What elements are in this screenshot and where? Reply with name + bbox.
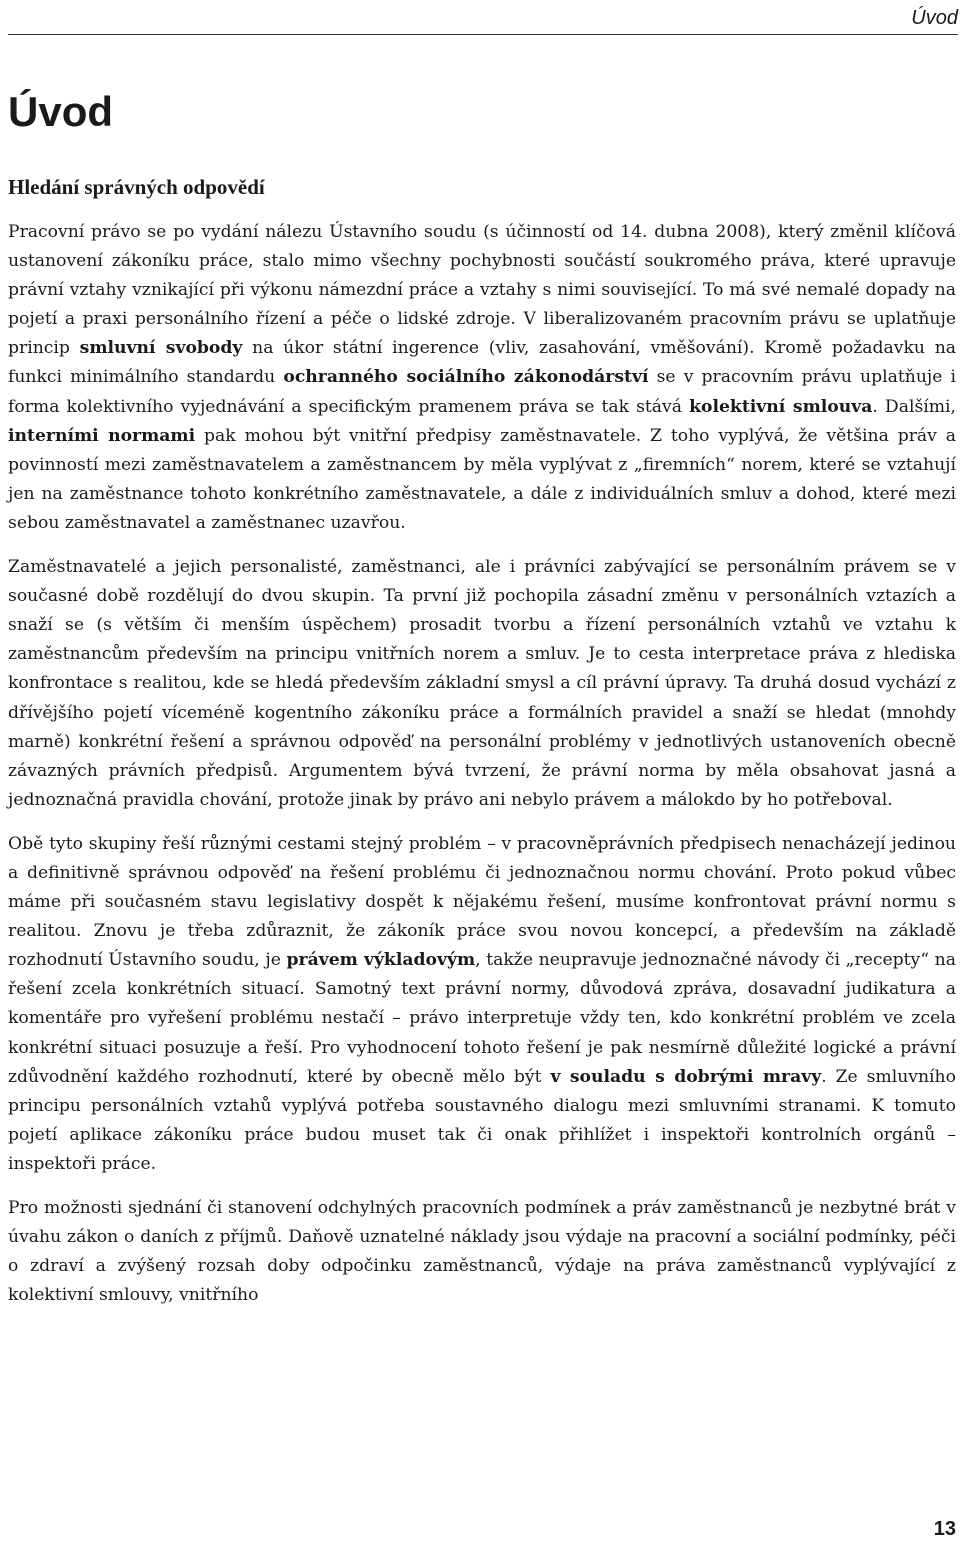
body-text [8, 218, 956, 1325]
text-run: Pro možnosti sjednání či stanovení odchylných pracovních podmínek a práv zaměstnanců je nezbytné brát v úvahu zákon o daních z příjmů. Daňově uznatelné náklady jsou výdaje na pracovní a sociální podmínky, péči o zdraví a zvýšený rozsah doby odpočinku zaměstnanců, výdaje na práva zaměstnanců vyplývající z kolektivní smlouvy, vnitřního [8, 1198, 956, 1306]
text-run: , takže neupravuje jednoznačné návody či „recepty“ na řešení zcela konkrétních situací. Samotný text právní normy, důvodová zpráva, dosavadní judikatura a komentáře pro vyřešení problému nestačí – právo interpretuje vždy ten, kdo konkrétní problém ve zcela konkrétní situaci posuzuje a řeší. Pro vyhodnocení tohoto řešení je pak nesmírně důležité logické a právní zdůvodnění každého rozhodnutí, které by obecně mělo být [8, 950, 956, 1087]
running-header-title: Úvod [911, 7, 958, 29]
text-run: . Ze smluvního principu personálních vztahů vyplývá potřeba soustavného dialogu mezi smluvními stranami. K tomuto pojetí aplikace zákoníku práce budou muset tak či onak přihlížet i inspektoři kontrolních orgánů – inspektoři práce. [8, 1066, 956, 1174]
bold-term: ochranného sociálního zákonodárství [283, 367, 649, 388]
bold-term: smluvní svobody [79, 338, 243, 359]
text-run: pak mohou být vnitřní předpisy zaměstnavatele. Z toho vyplývá, že většina práv a povinností mezi zaměstnavatelem a zaměstnancem by měla vyplývat z „firemních“ norem, které se vztahují jen na zaměstnance tohoto konkrétního zaměstnavatele, a dále z individuálních smluv a dohod, které mezi sebou zaměstnavatel a zaměstnanec uzavřou. [8, 425, 957, 533]
text-run: se v pracovním právu uplatňuje i forma kolektivního vyjednávání a specifickým pramenem práva se tak stává [8, 367, 956, 417]
bold-term: právem výkladovým [286, 950, 476, 971]
bold-term: v souladu s dobrými mravy [550, 1066, 822, 1087]
text-run: Pracovní právo se po vydání nálezu Ústavního soudu (s účinností od 14. dubna 2008), který změnil klíčová ustanovení zákoníku práce, stalo mimo všechny pochybnosti součástí soukromého práva, které upravuje právní vztahy vznikající při výkonu námezdní práce a vztahy s nimi související. To má své nemalé dopady na pojetí a praxi personálního řízení a péče o lidské zdroje. V liberalizovaném pracovním právu se uplatňuje princip [8, 222, 956, 359]
text-run: na úkor státní ingerence (vliv, zasahování, vměšování). Kromě požadavku na funkci minimálního standardu [8, 338, 957, 388]
paragraph [8, 830, 956, 1179]
running-header [8, 4, 958, 35]
paragraph [8, 553, 956, 815]
text-run: Obě tyto skupiny řeší různými cestami stejný problém – v pracovněprávních předpisech nenacházejí jedinou a definitivně správnou odpověď na řešení problému či jednoznačnou normu chování. Proto pokud vůbec máme při současném stavu legislativy dospět k nějakému řešení, musíme konfrontovat právní normu s realitou. Znovu je třeba zdůraznit, že zákoník práce svou novou koncepcí, a především na základě rozhodnutí Ústavního soudu, je [8, 833, 956, 971]
page-title: Úvod [8, 88, 113, 135]
bold-term: kolektivní smlouva [689, 396, 873, 417]
bold-term: interními normami [8, 425, 196, 446]
paragraph [8, 1194, 956, 1310]
text-run: Zaměstnavatelé a jejich personalisté, zaměstnanci, ale i právníci zabývající se personálním právem se v současné době rozdělují do dvou skupin. Ta první již pochopila zásadní změnu v personálních vztazích a snaží se (s větším či menším úspěchem) prosadit tvorbu a řízení personálních vztahů ve vztahu k zaměstnancům především na principu vnitřních norem a smluv. Je to cesta interpretace práva z hlediska konfrontace s realitou, kde se hledá především základní smysl a cíl právní úpravy. Ta druhá dosud vychází z dřívějšího pojetí víceméně kogentního zákoníku práce a formálních pravidel a snaží se hledat (mnohdy marně) konkrétní řešení a správnou odpověď na personální problémy v jednotlivých ustanoveních obecně závazných právních předpisů. Argumentem bývá tvrzení, že právní norma by měla obsahovat jasná a jednoznačná pravidla chování, protože jinak by právo ani nebylo právem a málokdo by ho potřeboval. [8, 557, 956, 810]
section-heading: Hledání správných odpovědí [8, 175, 265, 199]
text-run: . Dalšími, [872, 396, 957, 417]
page-number: 13 [933, 1518, 956, 1540]
paragraph [8, 218, 956, 538]
